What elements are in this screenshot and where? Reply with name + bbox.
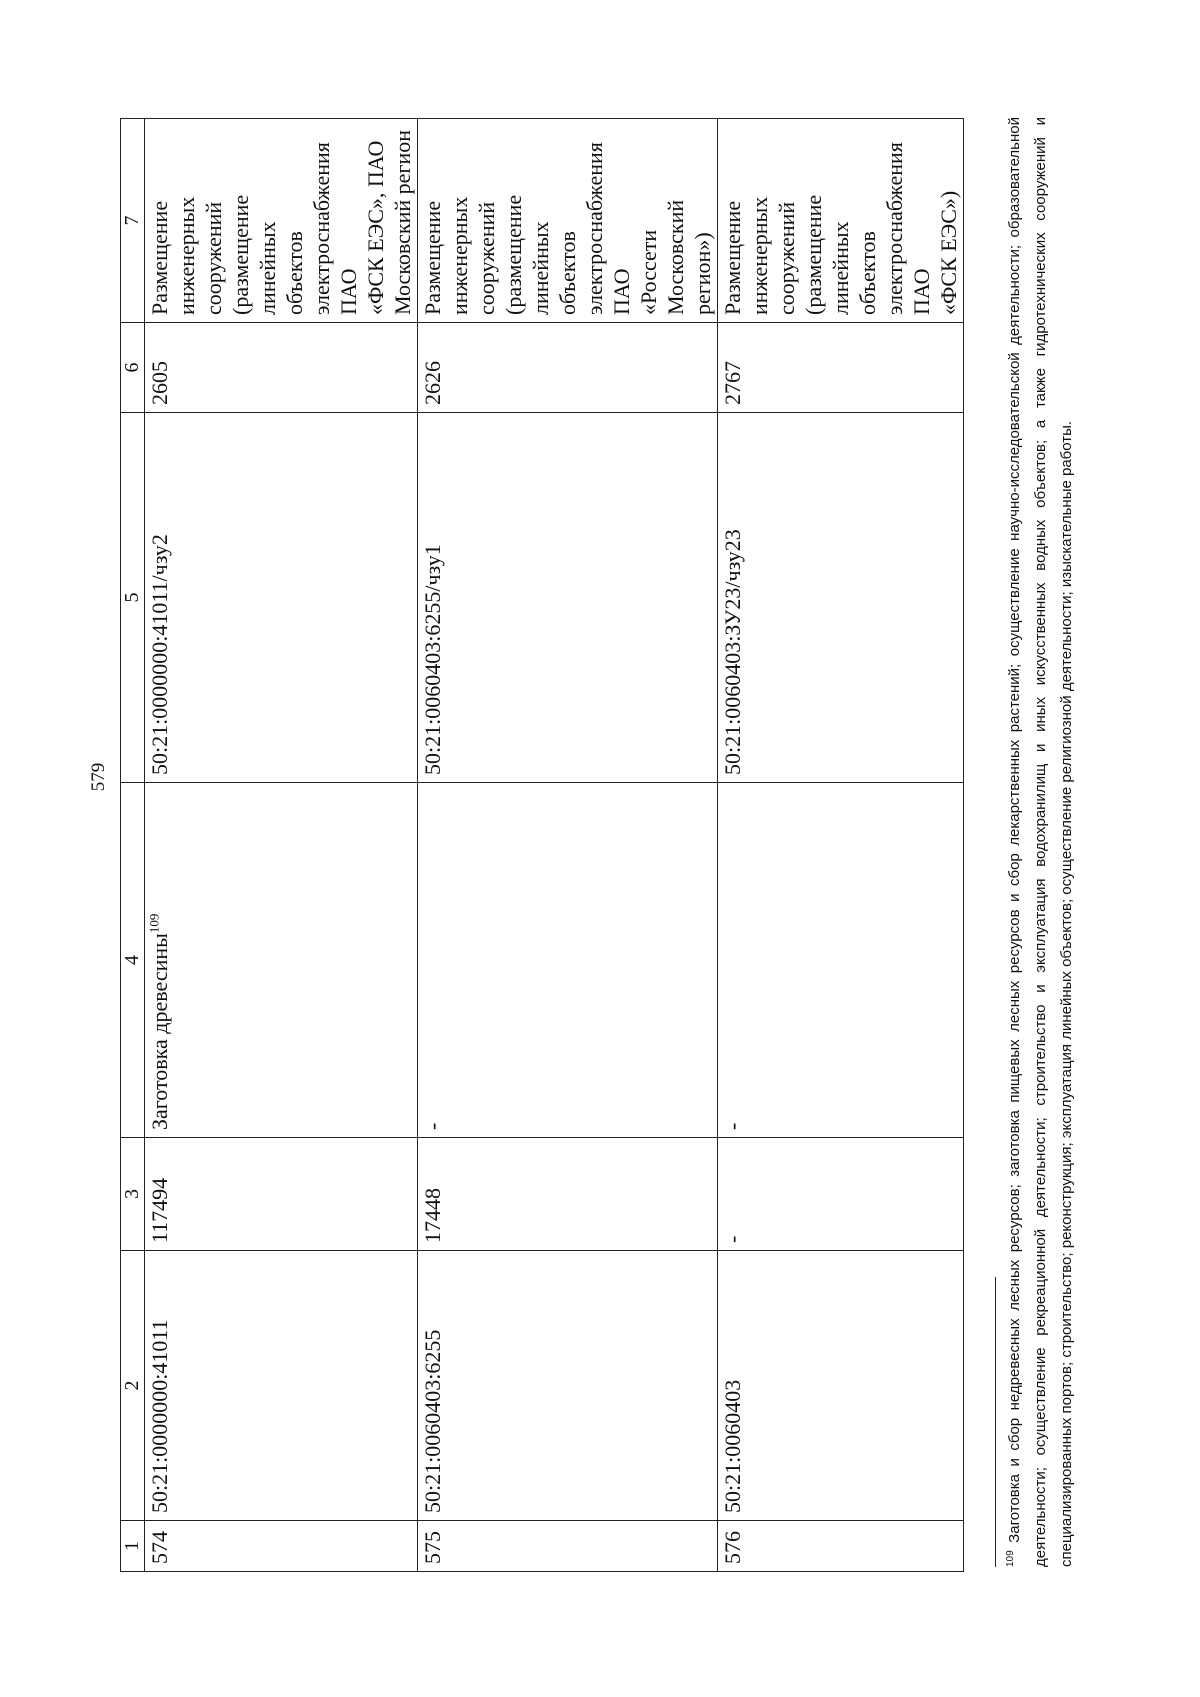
use-type-cell: - [718, 783, 964, 1138]
purpose-line: объектов [555, 231, 580, 315]
purpose-line: инженерных [174, 196, 199, 315]
part-area-cell: 2626 [418, 323, 718, 413]
purpose-line: сооружений [474, 201, 499, 315]
purpose-line: (размещение линейных [501, 194, 553, 315]
purpose-line: объектов [282, 231, 307, 315]
table-row [718, 119, 964, 1572]
header-col-6: 6 [121, 323, 145, 413]
header-col-7: 7 [121, 119, 145, 323]
purpose-line: Размещение [720, 200, 745, 315]
purpose-line: «ФСК ЕЭС», ПАО [363, 140, 388, 315]
area-cell: - [718, 1138, 964, 1251]
row-number-cell: 574 [145, 1521, 418, 1572]
purpose-line: сооружений [201, 201, 226, 315]
purpose-line: Размещение [147, 200, 172, 315]
footnote-divider [995, 1277, 996, 1567]
purpose-line: объектов [855, 231, 880, 315]
page-number: 579 [88, 762, 109, 792]
header-col-5: 5 [121, 413, 145, 783]
cadastral-number-cell: 50:21:0060403:6255 [418, 1251, 718, 1521]
footnote-text: Заготовка и сбор недревесных лесных ресурсов; заготовка пищевых лесных ресурсов и сбор лекарственных растений; осуществление научно-исследовательской деятельности; образовательной деятельности; осуществление рекреационной деятельности; строительство и эксплуатация водохранилищ и иных искусственных водных объектов; а также гидротехнических сооружений и специализированных портов; строительство; реконструкция; эксплуатация линейных объектов; осуществление религиозной деятельности; изыскательные работы. [1006, 117, 1075, 1567]
purpose-cell [718, 119, 964, 323]
purpose-line: электроснабжения ПАО [882, 142, 934, 315]
part-number-cell: 50:21:0060403:ЗУ23/чзу23 [718, 413, 964, 783]
part-area-cell: 2767 [718, 323, 964, 413]
purpose-line: электроснабжения ПАО [309, 142, 361, 315]
row-number-cell: 575 [418, 1521, 718, 1572]
cadastral-number-cell: 50:21:0060403 [718, 1251, 964, 1521]
table-row [418, 119, 718, 1572]
purpose-cell [418, 119, 718, 323]
part-number-cell: 50:21:0060403:6255/чзу1 [418, 413, 718, 783]
purpose-line: (размещение линейных [801, 194, 853, 315]
area-cell: 17448 [418, 1138, 718, 1251]
purpose-line: (размещение линейных [228, 194, 280, 315]
header-col-2: 2 [121, 1251, 145, 1521]
part-area-cell: 2605 [145, 323, 418, 413]
purpose-line: «ФСК ЕЭС») [936, 190, 961, 315]
area-cell: 117494 [145, 1138, 418, 1251]
purpose-line: «Россети Московский [636, 199, 688, 315]
header-col-3: 3 [121, 1138, 145, 1251]
header-col-1: 1 [121, 1521, 145, 1572]
purpose-line: сооружений [774, 201, 799, 315]
footnote [1002, 117, 1080, 1567]
purpose-cell [145, 119, 418, 323]
part-number-cell: 50:21:0000000:41011/чзу2 [145, 413, 418, 783]
table-row [145, 119, 418, 1572]
header-col-4: 4 [121, 783, 145, 1138]
footnote-ref: 109 [146, 913, 162, 934]
table-header-row [121, 119, 145, 1572]
cadastral-number-cell: 50:21:0000000:41011 [145, 1251, 418, 1521]
purpose-line: Московский регион [390, 130, 415, 315]
purpose-line: инженерных [747, 196, 772, 315]
purpose-line: регион») [690, 232, 715, 315]
purpose-line: инженерных [447, 196, 472, 315]
use-type-cell [145, 783, 418, 1138]
parcel-table [120, 118, 964, 1572]
use-type-text: Заготовка древесины [147, 933, 172, 1130]
purpose-line: электроснабжения ПАО [582, 142, 634, 315]
purpose-line: Размещение [420, 200, 445, 315]
use-type-cell: - [418, 783, 718, 1138]
footnote-marker: 109 [1005, 1550, 1016, 1567]
row-number-cell: 576 [718, 1521, 964, 1572]
